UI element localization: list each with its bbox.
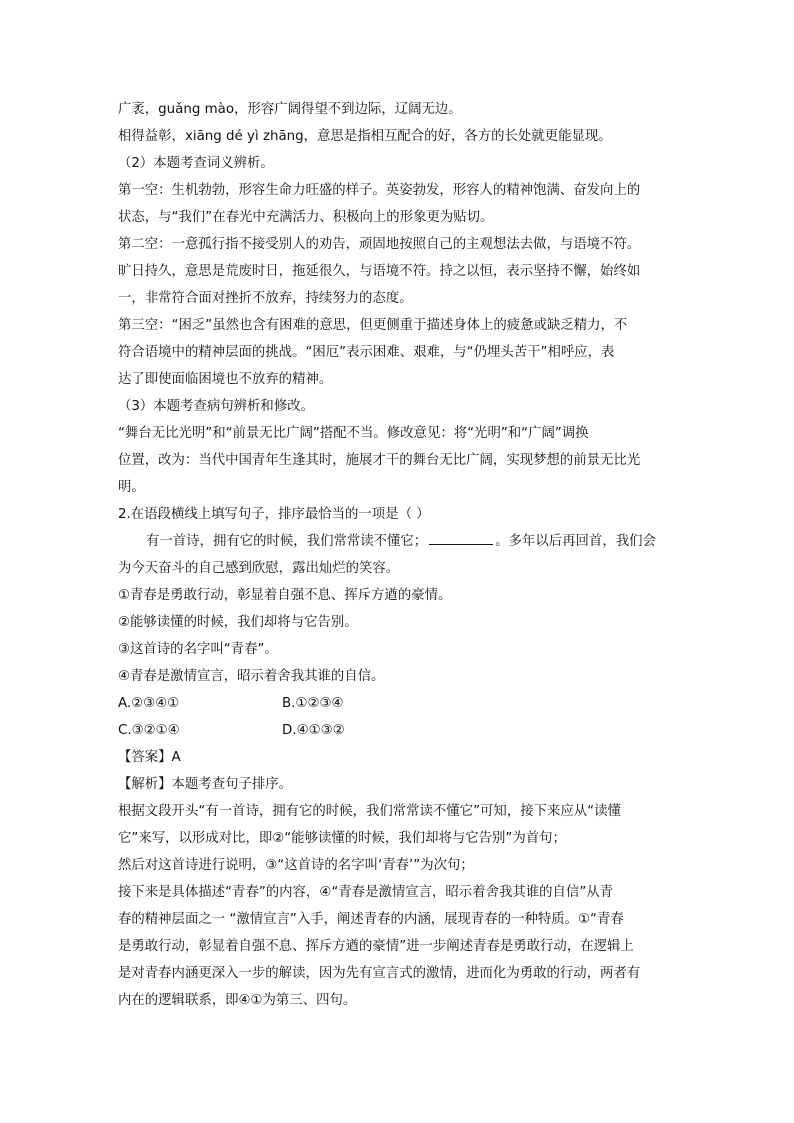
paragraph-text: 。多年以后再回首，我们会 [495, 534, 656, 549]
note-line: 相得益彰，xiāng dé yì zhāng，意思是指相互配合的好，各方的长处就更能显现。 [118, 129, 612, 144]
paragraph-text: 有一首诗，拥有它的时候，我们常常读不懂它； [146, 534, 428, 549]
option-c: C.③②①④ [118, 723, 180, 738]
analysis-line: 然后对这首诗进行说明，③“这首诗的名字叫‘青春’”为次句； [118, 858, 474, 873]
section-heading: （2）本题考查词义辨析。 [118, 156, 274, 171]
option-a: A.②③④① [118, 696, 180, 711]
option-d: D.④①③② [282, 723, 345, 738]
question-stem: 2.在语段横线上填写句子，排序最恰当的一项是（ ） [118, 507, 430, 522]
note-line: 位置，改为：当代中国青年生逢其时，施展才干的舞台无比广阔，实现梦想的前景无比光 [118, 453, 641, 468]
note-line: 第一空：生机勃勃，形容生命力旺盛的样子。英姿勃发，形容人的精神饱满、奋发向上的 [118, 183, 641, 198]
question-paragraph [118, 528, 674, 555]
note-line: “舞台无比光明”和“前景无比广阔”搭配不当。修改意见：将“光明”和“广阔”调换 [118, 426, 589, 441]
analysis-heading: 【解析】本题考查句子排序。 [118, 777, 293, 792]
answer-line: 【答案】A [118, 750, 181, 765]
analysis-line: 它”来写，以形成对比，即②“能够读懂的时候，我们却将与它告别”为首句； [118, 831, 566, 846]
analysis-line: 是对青春内涵更深入一步的解读，因为先有宣言式的激情，进而化为勇敢的行动，两者有 [118, 966, 641, 981]
option-row [118, 717, 674, 744]
analysis-line: 根据文段开头“有一首诗，拥有它的时候，我们常常读不懂它”可知，接下来应从“读懂 [118, 804, 621, 819]
question-paragraph: 为今天奋斗的自己感到欣慰，露出灿烂的笑容。 [118, 561, 400, 576]
analysis-line: 是勇敢行动，彰显着自强不息、挥斥方遒的豪情”进一步阐述青春是勇敢行动，在逻辑上 [118, 939, 634, 954]
analysis-line: 接下来是具体描述“青春”的内容，④“青春是激情宣言，昭示着舍我其谁的自信”从青 [118, 885, 614, 900]
note-line: 旷日持久，意思是荒废时日，拖延很久，与语境不符。持之以恒，表示坚持不懈，始终如 [118, 264, 641, 279]
note-line: 明。 [118, 480, 145, 495]
option-row [118, 690, 674, 717]
note-line: 第二空：一意孤行指不接受别人的劝告，顽固地按照自己的主观想法去做，与语境不符。 [118, 237, 641, 252]
analysis-line: 春的精神层面之一 “激情宣言”入手，阐述青春的内涵，展现青春的一种特质。①“青春 [118, 912, 624, 927]
document-page [118, 96, 674, 1014]
note-line: 状态，与“我们”在春光中充满活力、积极向上的形象更为贴切。 [118, 210, 494, 225]
note-line: 达了即使面临困境也不放弃的精神。 [118, 372, 333, 387]
note-line: 第三空：“困乏”虽然也含有困难的意思，但更侧重于描述身体上的疲惫或缺乏精力，不 [118, 318, 628, 333]
note-line: 一，非常符合面对挫折不放弃，持续努力的态度。 [118, 291, 413, 306]
section-heading: （3）本题考查病句辨析和修改。 [118, 399, 314, 414]
sentence-item: ③这首诗的名字叫“青春”。 [118, 642, 278, 657]
note-line: 广袤，guǎng mào，形容广阔得望不到边际，辽阔无边。 [118, 102, 462, 117]
sentence-item: ①青春是勇敢行动，彰显着自强不息、挥斥方遒的豪情。 [118, 588, 452, 603]
sentence-item: ④青春是激情宣言，昭示着舍我其谁的自信。 [118, 669, 385, 684]
fill-blank [429, 530, 493, 545]
sentence-item: ②能够读懂的时候，我们却将与它告别。 [118, 615, 358, 630]
analysis-line: 内在的逻辑联系，即④①为第三、四句。 [118, 993, 357, 1008]
option-b: B.①②③④ [282, 696, 344, 711]
note-line: 符合语境中的精神层面的挑战。“困厄”表示困难、艰难，与“仍埋头苦干”相呼应，表 [118, 345, 615, 360]
